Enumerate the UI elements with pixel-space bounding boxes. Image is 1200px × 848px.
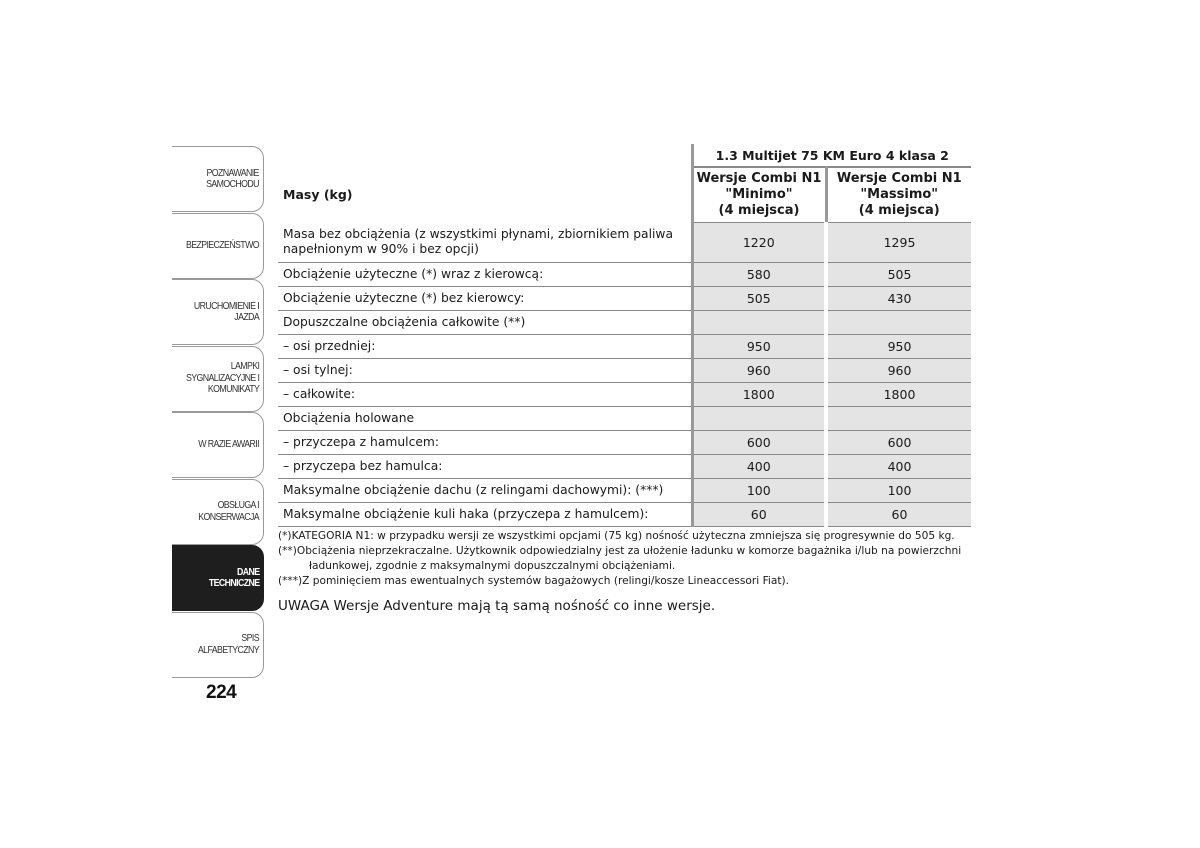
- value-minimo: 505: [692, 287, 826, 311]
- tab-label: DANE TECHNICZNE: [208, 566, 259, 589]
- page-number: 224: [206, 682, 237, 703]
- table-row: [278, 335, 971, 359]
- footnote-2: (**)Obciążenia nieprzekraczalne. Użytkownik odpowiedzialny jest za ułożenie ładunku w komorze bagażnika i/lub na powierzchni: [278, 545, 962, 557]
- table-corner: [278, 144, 692, 167]
- tab-label: OBSŁUGA I KONSERWACJA: [198, 500, 259, 523]
- value-minimo: 960: [692, 359, 826, 383]
- footnotes: [278, 529, 968, 589]
- value-minimo: [692, 311, 826, 335]
- tab-obsluga-i-konserwacja[interactable]: [172, 479, 264, 545]
- value-minimo: 580: [692, 263, 826, 287]
- value-massimo: 100: [826, 479, 971, 503]
- warning-note: UWAGA Wersje Adventure mają tą samą nośność co inne wersje.: [278, 598, 716, 614]
- table-row: [278, 407, 971, 431]
- row-label: Obciążenia holowane: [278, 407, 692, 431]
- row-label: Masa bez obciążenia (z wszystkimi płynami, zbiornikiem paliwa napełnionym w 90% i bez opcji): [278, 223, 692, 263]
- table-row: [278, 311, 971, 335]
- value-massimo: [826, 407, 971, 431]
- engine-group-header: 1.3 Multijet 75 KM Euro 4 klasa 2: [692, 144, 971, 167]
- row-label: Maksymalne obciążenie kuli haka (przyczepa z hamulcem):: [278, 503, 692, 527]
- footnote-3: (***)Z pominięciem mas ewentualnych systemów bagażowych (relingi/kosze Lineaccessori Fiat).: [278, 575, 789, 587]
- value-massimo: [826, 311, 971, 335]
- row-label: Maksymalne obciążenie dachu (z relingami dachowymi): (***): [278, 479, 692, 503]
- row-label: Obciążenie użyteczne (*) bez kierowcy:: [278, 287, 692, 311]
- table-title: Masy (kg): [283, 187, 353, 203]
- column-header-minimo: Wersje Combi N1 "Minimo" (4 miejsca): [692, 167, 826, 223]
- value-massimo: 1295: [826, 223, 971, 263]
- value-minimo: 1800: [692, 383, 826, 407]
- table-row: [278, 479, 971, 503]
- value-minimo: 600: [692, 431, 826, 455]
- value-massimo: 430: [826, 287, 971, 311]
- row-label: – osi tylnej:: [278, 359, 692, 383]
- table-row: [278, 455, 971, 479]
- value-massimo: 400: [826, 455, 971, 479]
- tab-label: URUCHOMIENIE I JAZDA: [193, 300, 259, 323]
- value-minimo: 60: [692, 503, 826, 527]
- table-column-header-row: [278, 167, 971, 223]
- table-row: [278, 431, 971, 455]
- row-label: – przyczepa z hamulcem:: [278, 431, 692, 455]
- table-row: [278, 223, 971, 263]
- row-label: – osi przedniej:: [278, 335, 692, 359]
- row-label: – przyczepa bez hamulca:: [278, 455, 692, 479]
- value-minimo: 400: [692, 455, 826, 479]
- tab-dane-techniczne[interactable]: [172, 545, 264, 611]
- row-label: Dopuszczalne obciążenia całkowite (**): [278, 311, 692, 335]
- value-massimo: 505: [826, 263, 971, 287]
- row-label: Obciążenie użyteczne (*) wraz z kierowcą:: [278, 263, 692, 287]
- value-minimo: [692, 407, 826, 431]
- tab-lampki-sygnalizacyjne[interactable]: [172, 346, 264, 412]
- value-massimo: 950: [826, 335, 971, 359]
- value-massimo: 960: [826, 359, 971, 383]
- value-minimo: 100: [692, 479, 826, 503]
- table-group-header-row: [278, 144, 971, 167]
- value-minimo: 1220: [692, 223, 826, 263]
- value-massimo: 60: [826, 503, 971, 527]
- table-row: [278, 287, 971, 311]
- tab-label: SPIS ALFABETYCZNY: [197, 633, 259, 656]
- tab-bezpieczenstwo[interactable]: [172, 213, 264, 279]
- tab-uruchomienie-i-jazda[interactable]: [172, 279, 264, 345]
- footnote-1: (*)KATEGORIA N1: w przypadku wersji ze wszystkimi opcjami (75 kg) nośność użyteczna zmniejsza się progresywnie do 505 kg.: [278, 530, 955, 542]
- row-label: – całkowite:: [278, 383, 692, 407]
- column-header-massimo: Wersje Combi N1 "Massimo" (4 miejsca): [826, 167, 971, 223]
- tab-label: BEZPIECZEŃSTWO: [185, 239, 259, 251]
- table-row: [278, 359, 971, 383]
- tab-poznawanie-samochodu[interactable]: [172, 146, 264, 212]
- table-row: [278, 263, 971, 287]
- value-minimo: 950: [692, 335, 826, 359]
- chapter-tabs: [172, 146, 264, 678]
- tab-label: POZNAWANIE SAMOCHODU: [206, 167, 259, 190]
- tab-w-razie-awarii[interactable]: [172, 412, 264, 478]
- table-row: [278, 503, 971, 527]
- mass-specs-table: [278, 144, 971, 527]
- footnote-2-continued: ładunkowej, zgodnie z maksymalnymi dopuszczalnymi obciążeniami.: [309, 560, 676, 572]
- tab-spis-alfabetyczny[interactable]: [172, 612, 264, 678]
- tab-label: W RAZIE AWARII: [198, 439, 259, 451]
- value-massimo: 600: [826, 431, 971, 455]
- tab-label: LAMPKI SYGNALIZACYJNE I KOMUNIKATY: [185, 361, 259, 396]
- value-massimo: 1800: [826, 383, 971, 407]
- table-row: [278, 383, 971, 407]
